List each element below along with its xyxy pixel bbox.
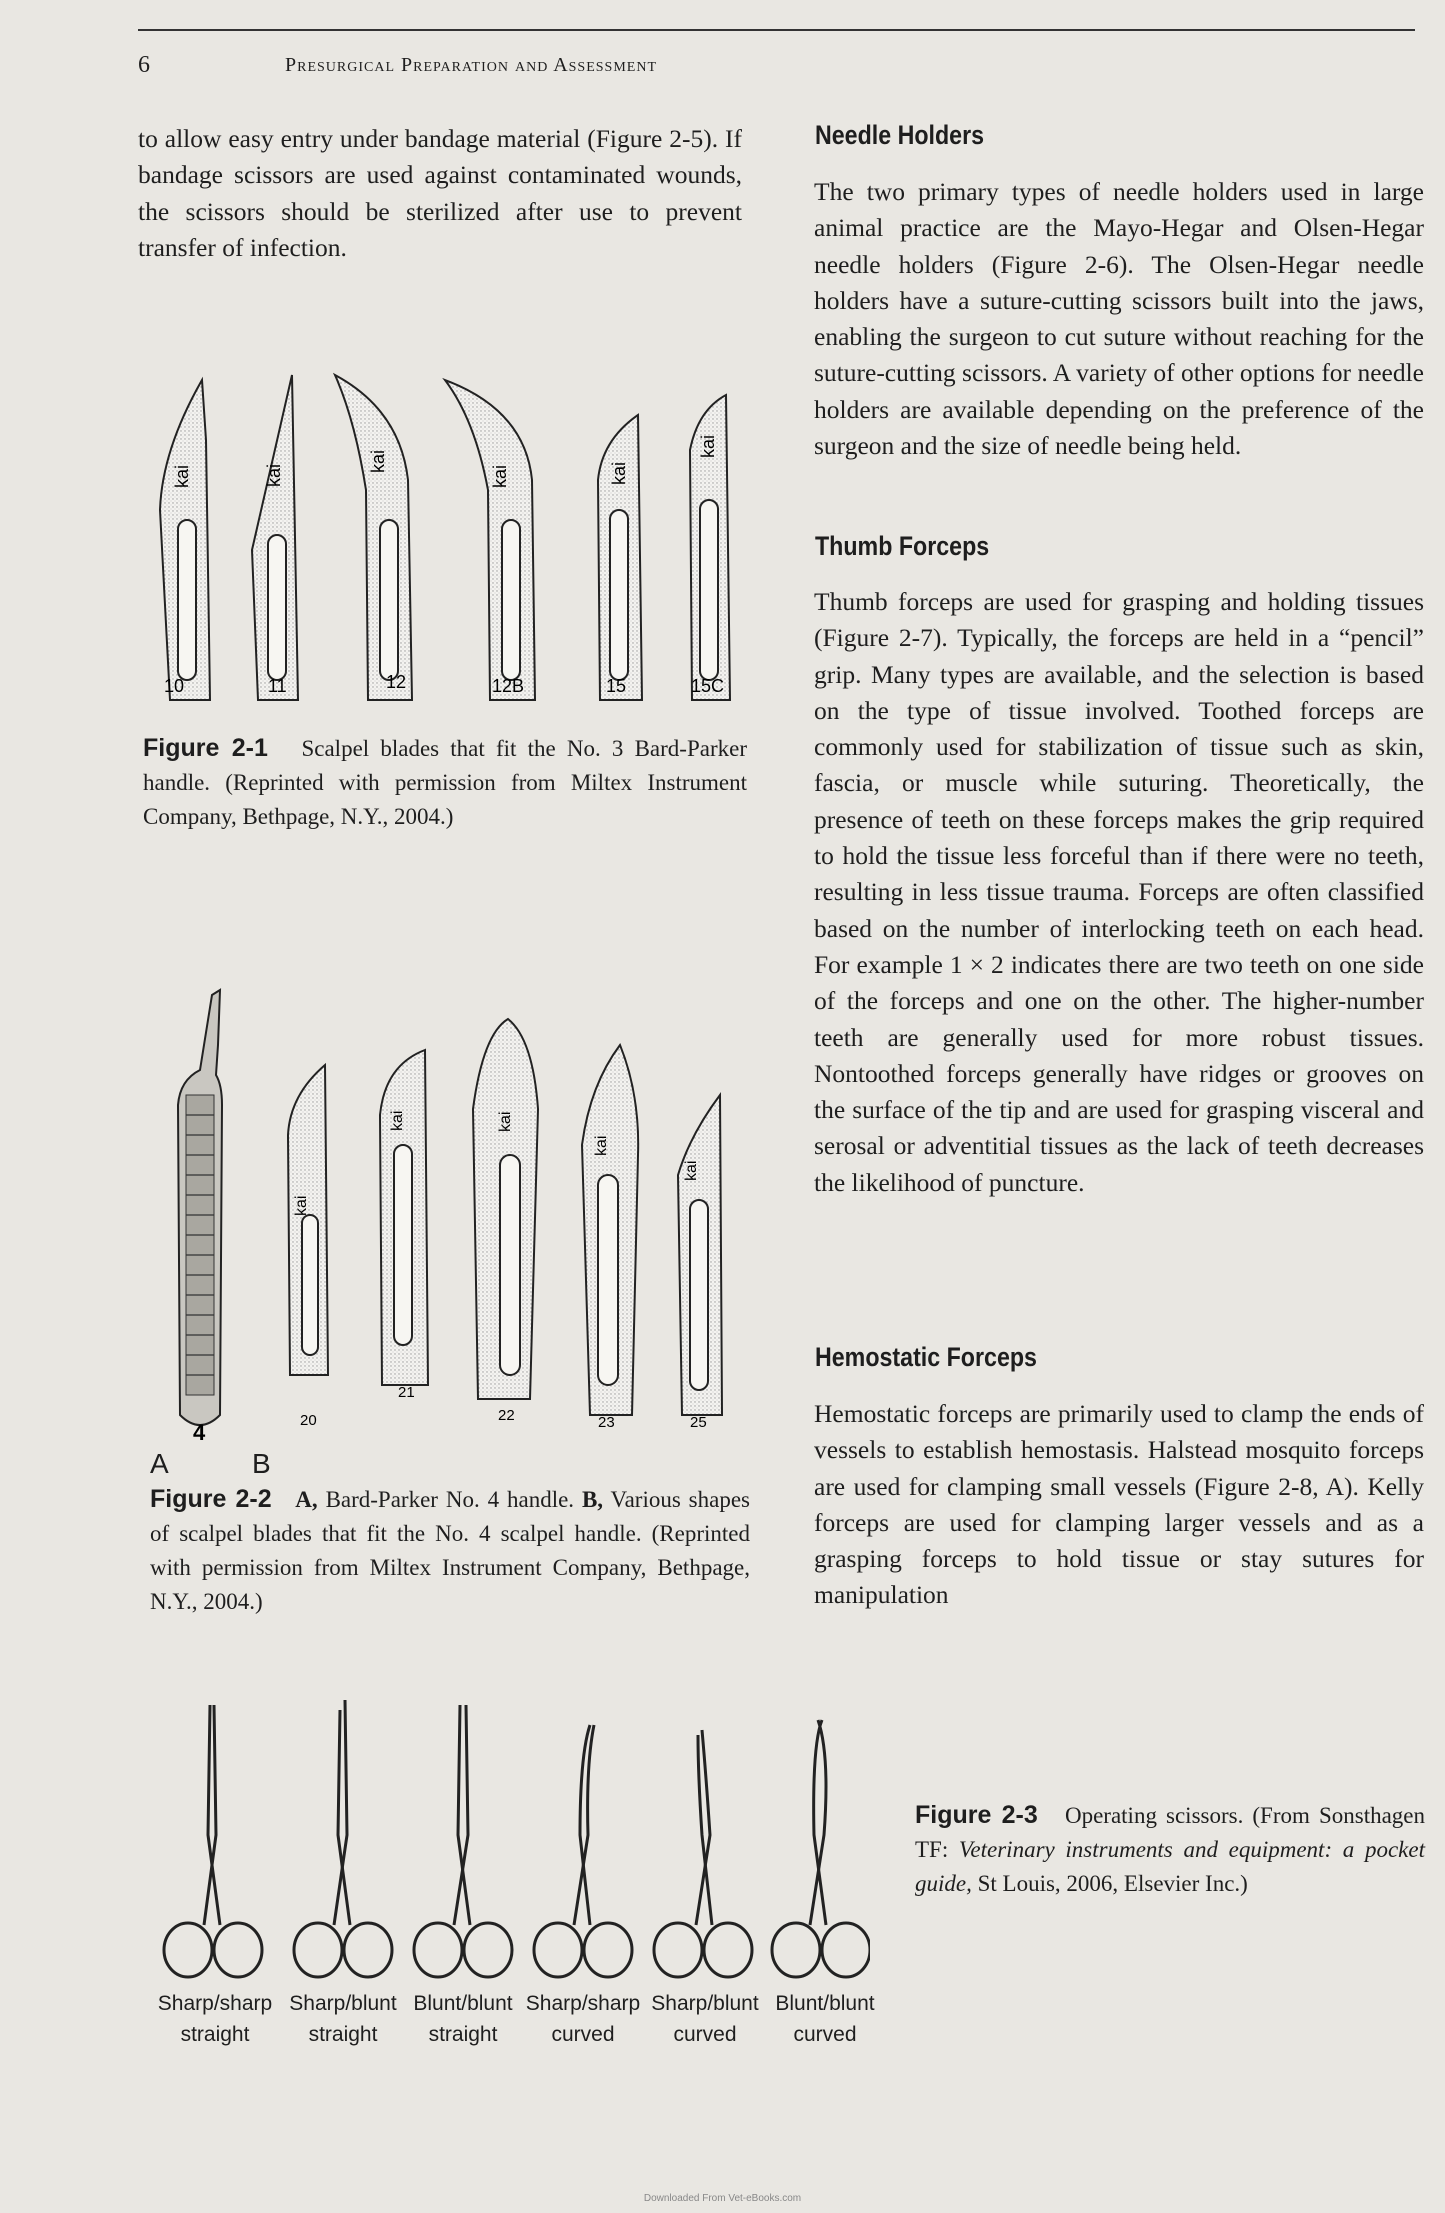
blade-brand-label: kai bbox=[172, 464, 192, 488]
figure-2-3-caption-lead: Operating scissors. (From Sonsthagen TF: bbox=[915, 1803, 1425, 1862]
blade-number-label: 20 bbox=[300, 1412, 317, 1429]
blade-brand-label: kai bbox=[593, 1135, 610, 1156]
scalpel-blade-20 bbox=[288, 1065, 328, 1429]
figure-2-3-caption-tail: St Louis, 2006, Elsevier Inc.) bbox=[971, 1871, 1248, 1896]
scissors-label-5 bbox=[640, 1988, 770, 2050]
needle-holders-paragraph: The two primary types of needle holders used in large animal practice are the Mayo-Hegar and Olsen-Hegar needle holders (Figure 2-6). The Olsen-Hegar needle holders have a suture-cutting scissors built into the jaws, enabling the surgeon to cut suture without reaching for the suture-cutting scissors. A variety of other options for needle holders are available depending on the preference of the surgeon and the size of needle being held. bbox=[814, 177, 1424, 461]
header-rule bbox=[138, 29, 1415, 31]
scalpel-blade-12b bbox=[445, 380, 535, 700]
scissors-sharp-blunt-straight bbox=[294, 1700, 392, 1977]
blade-brand-label: kai bbox=[497, 1111, 514, 1132]
scalpel-blade-22 bbox=[473, 1019, 538, 1424]
scissors-label-line2: curved bbox=[793, 2023, 857, 2046]
scissors-label-line1: Blunt/blunt bbox=[413, 1992, 513, 2015]
blade-brand-label: kai bbox=[683, 1160, 700, 1181]
scissors-label-2 bbox=[278, 1988, 408, 2050]
figure-2-3-label: Figure 2-3 bbox=[915, 1801, 1038, 1829]
page-number: 6 bbox=[138, 52, 150, 78]
scissors-blunt-blunt-curved bbox=[772, 1720, 870, 1977]
blade-number-label: 21 bbox=[398, 1384, 415, 1401]
hemostatic-forceps-paragraph: Hemostatic forceps are primarily used to clamp the ends of vessels to establish hemostasis. Halstead mosquito forceps are used for clamping small vessels (Figure 2-8, A). Kelly forceps are used for clamping larger vessels and as a grasping forceps to hold tissue or stay sutures for manipulation bbox=[814, 1399, 1424, 1610]
scissors-label-4 bbox=[518, 1988, 648, 2050]
scissors-sharp-sharp-straight bbox=[164, 1705, 262, 1977]
blade-number-label: 22 bbox=[498, 1407, 515, 1424]
blade-number-label: 25 bbox=[690, 1414, 707, 1431]
figure-2-2-panel-a: A bbox=[150, 1448, 169, 1479]
blade-brand-label: kai bbox=[389, 1110, 406, 1131]
figure-2-3-illustration bbox=[150, 1695, 870, 1985]
scissors-label-line1: Sharp/blunt bbox=[289, 1992, 397, 2015]
scissors-sharp-blunt-curved bbox=[654, 1730, 752, 1977]
scalpel-blade-15 bbox=[598, 415, 642, 700]
heading-thumb-forceps: Thumb Forceps bbox=[815, 531, 990, 561]
scissors-label-line1: Sharp/blunt bbox=[651, 1992, 759, 2015]
scissors-label-3 bbox=[398, 1988, 528, 2050]
figure-2-3-caption-italic: Veterinary instruments and equipment: a pocket guide, bbox=[915, 1837, 1425, 1896]
figure-2-2-illustration bbox=[150, 985, 750, 1450]
scissors-label-line2: straight bbox=[428, 2023, 498, 2046]
scissors-label-line1: Blunt/blunt bbox=[775, 1992, 875, 2015]
left-intro-paragraph: to allow easy entry under bandage material (Figure 2-5). If bandage scissors are used against contaminated wounds, the scissors should be sterilized after use to prevent transfer of infection. bbox=[138, 124, 742, 262]
blade-number-label: 15C bbox=[691, 676, 725, 696]
blade-brand-label: kai bbox=[264, 463, 284, 487]
heading-needle-holders: Needle Holders bbox=[815, 120, 985, 150]
heading-hemostatic-forceps: Hemostatic Forceps bbox=[815, 1342, 1037, 1372]
blade-number-label: 12 bbox=[386, 672, 407, 692]
handle-number-label: 4 bbox=[193, 1420, 206, 1445]
figure-2-3-caption bbox=[915, 1798, 1425, 1901]
blade-brand-label: kai bbox=[293, 1195, 310, 1216]
scissors-label-1 bbox=[150, 1988, 280, 2050]
scalpel-blade-25 bbox=[678, 1095, 722, 1431]
blade-brand-label: kai bbox=[490, 464, 510, 488]
scissors-blunt-blunt-straight bbox=[414, 1705, 512, 1977]
figure-2-1-caption bbox=[143, 731, 747, 834]
scalpel-blade-15c bbox=[690, 395, 730, 700]
scalpel-blade-21 bbox=[380, 1050, 428, 1401]
caption-panel-a-text: Bard-Parker No. 4 handle. bbox=[325, 1487, 575, 1512]
scalpel-blade-11 bbox=[252, 375, 298, 700]
bard-parker-no4-handle bbox=[178, 990, 222, 1445]
scalpel-blade-23 bbox=[582, 1045, 638, 1431]
blade-brand-label: kai bbox=[368, 449, 388, 473]
scissors-label-6 bbox=[760, 1988, 890, 2050]
blade-number-label: 10 bbox=[164, 676, 185, 696]
figure-2-2-label: Figure 2-2 bbox=[150, 1485, 272, 1513]
blade-number-label: 11 bbox=[268, 676, 287, 696]
scissors-label-line1: Sharp/sharp bbox=[157, 1992, 273, 2015]
blade-number-label: 15 bbox=[606, 676, 627, 696]
scissors-label-line2: straight bbox=[308, 2023, 378, 2046]
figure-2-1-caption-text: Scalpel blades that fit the No. 3 Bard-Parker handle. (Reprinted with permission from Miltex Instrument Company, Bethpage, N.Y., 2004.) bbox=[143, 736, 747, 829]
figure-2-2-panel-b: B bbox=[252, 1448, 271, 1479]
running-head: Presurgical Preparation and Assessment bbox=[285, 54, 658, 76]
blade-brand-label: kai bbox=[698, 434, 718, 458]
caption-panel-b-marker: B, bbox=[581, 1487, 604, 1512]
scissors-label-line2: straight bbox=[180, 2023, 250, 2046]
blade-brand-label: kai bbox=[609, 461, 629, 485]
figure-2-1-illustration bbox=[140, 370, 750, 720]
scissors-sharp-sharp-curved bbox=[534, 1725, 632, 1977]
blade-number-label: 23 bbox=[598, 1414, 615, 1431]
scissors-label-line2: curved bbox=[673, 2023, 737, 2046]
caption-panel-a-marker: A, bbox=[295, 1487, 318, 1512]
scissors-label-line2: curved bbox=[551, 2023, 615, 2046]
figure-2-1-label: Figure 2-1 bbox=[143, 734, 268, 762]
thumb-forceps-paragraph: Thumb forceps are used for grasping and holding tissues (Figure 2-7). Typically, the forceps are held in a “pencil” grip. Many types are available, and the selection is based on the type of tissue involved. Toothed forceps are commonly used for stabilization of tissue such as skin, fascia, or muscle while suturing. Theoretically, the presence of teeth on these forceps makes the grip required to hold the tissue less forceful than if there were no teeth, resulting in less tissue trauma. Forceps are often classified based on the number of interlocking teeth on each head. For example 1 × 2 indicates there are two teeth on one side of the forceps and one on the other. The higher-number teeth are generally used for more robust tissues. Nontoothed forceps generally have ridges or grooves on the surface of the tip and are used for grasping visceral and serosal or adventitial tissues as the lack of teeth decreases the likelihood of puncture. bbox=[814, 587, 1424, 1197]
scalpel-blade-12 bbox=[335, 375, 412, 700]
blade-number-label: 12B bbox=[492, 676, 525, 696]
download-footer: Downloaded From Vet-eBooks.com bbox=[643, 2193, 802, 2204]
caption-panel-b-text: Various shapes of scalpel blades that fit the No. 4 scalpel handle. (Reprinted with permission from Miltex Instrument Company, Bethpage, N.Y., 2004.) bbox=[150, 1487, 750, 1614]
scissors-label-line1: Sharp/sharp bbox=[525, 1992, 641, 2015]
figure-2-2-caption bbox=[150, 1482, 750, 1619]
scalpel-blade-10 bbox=[160, 380, 210, 700]
